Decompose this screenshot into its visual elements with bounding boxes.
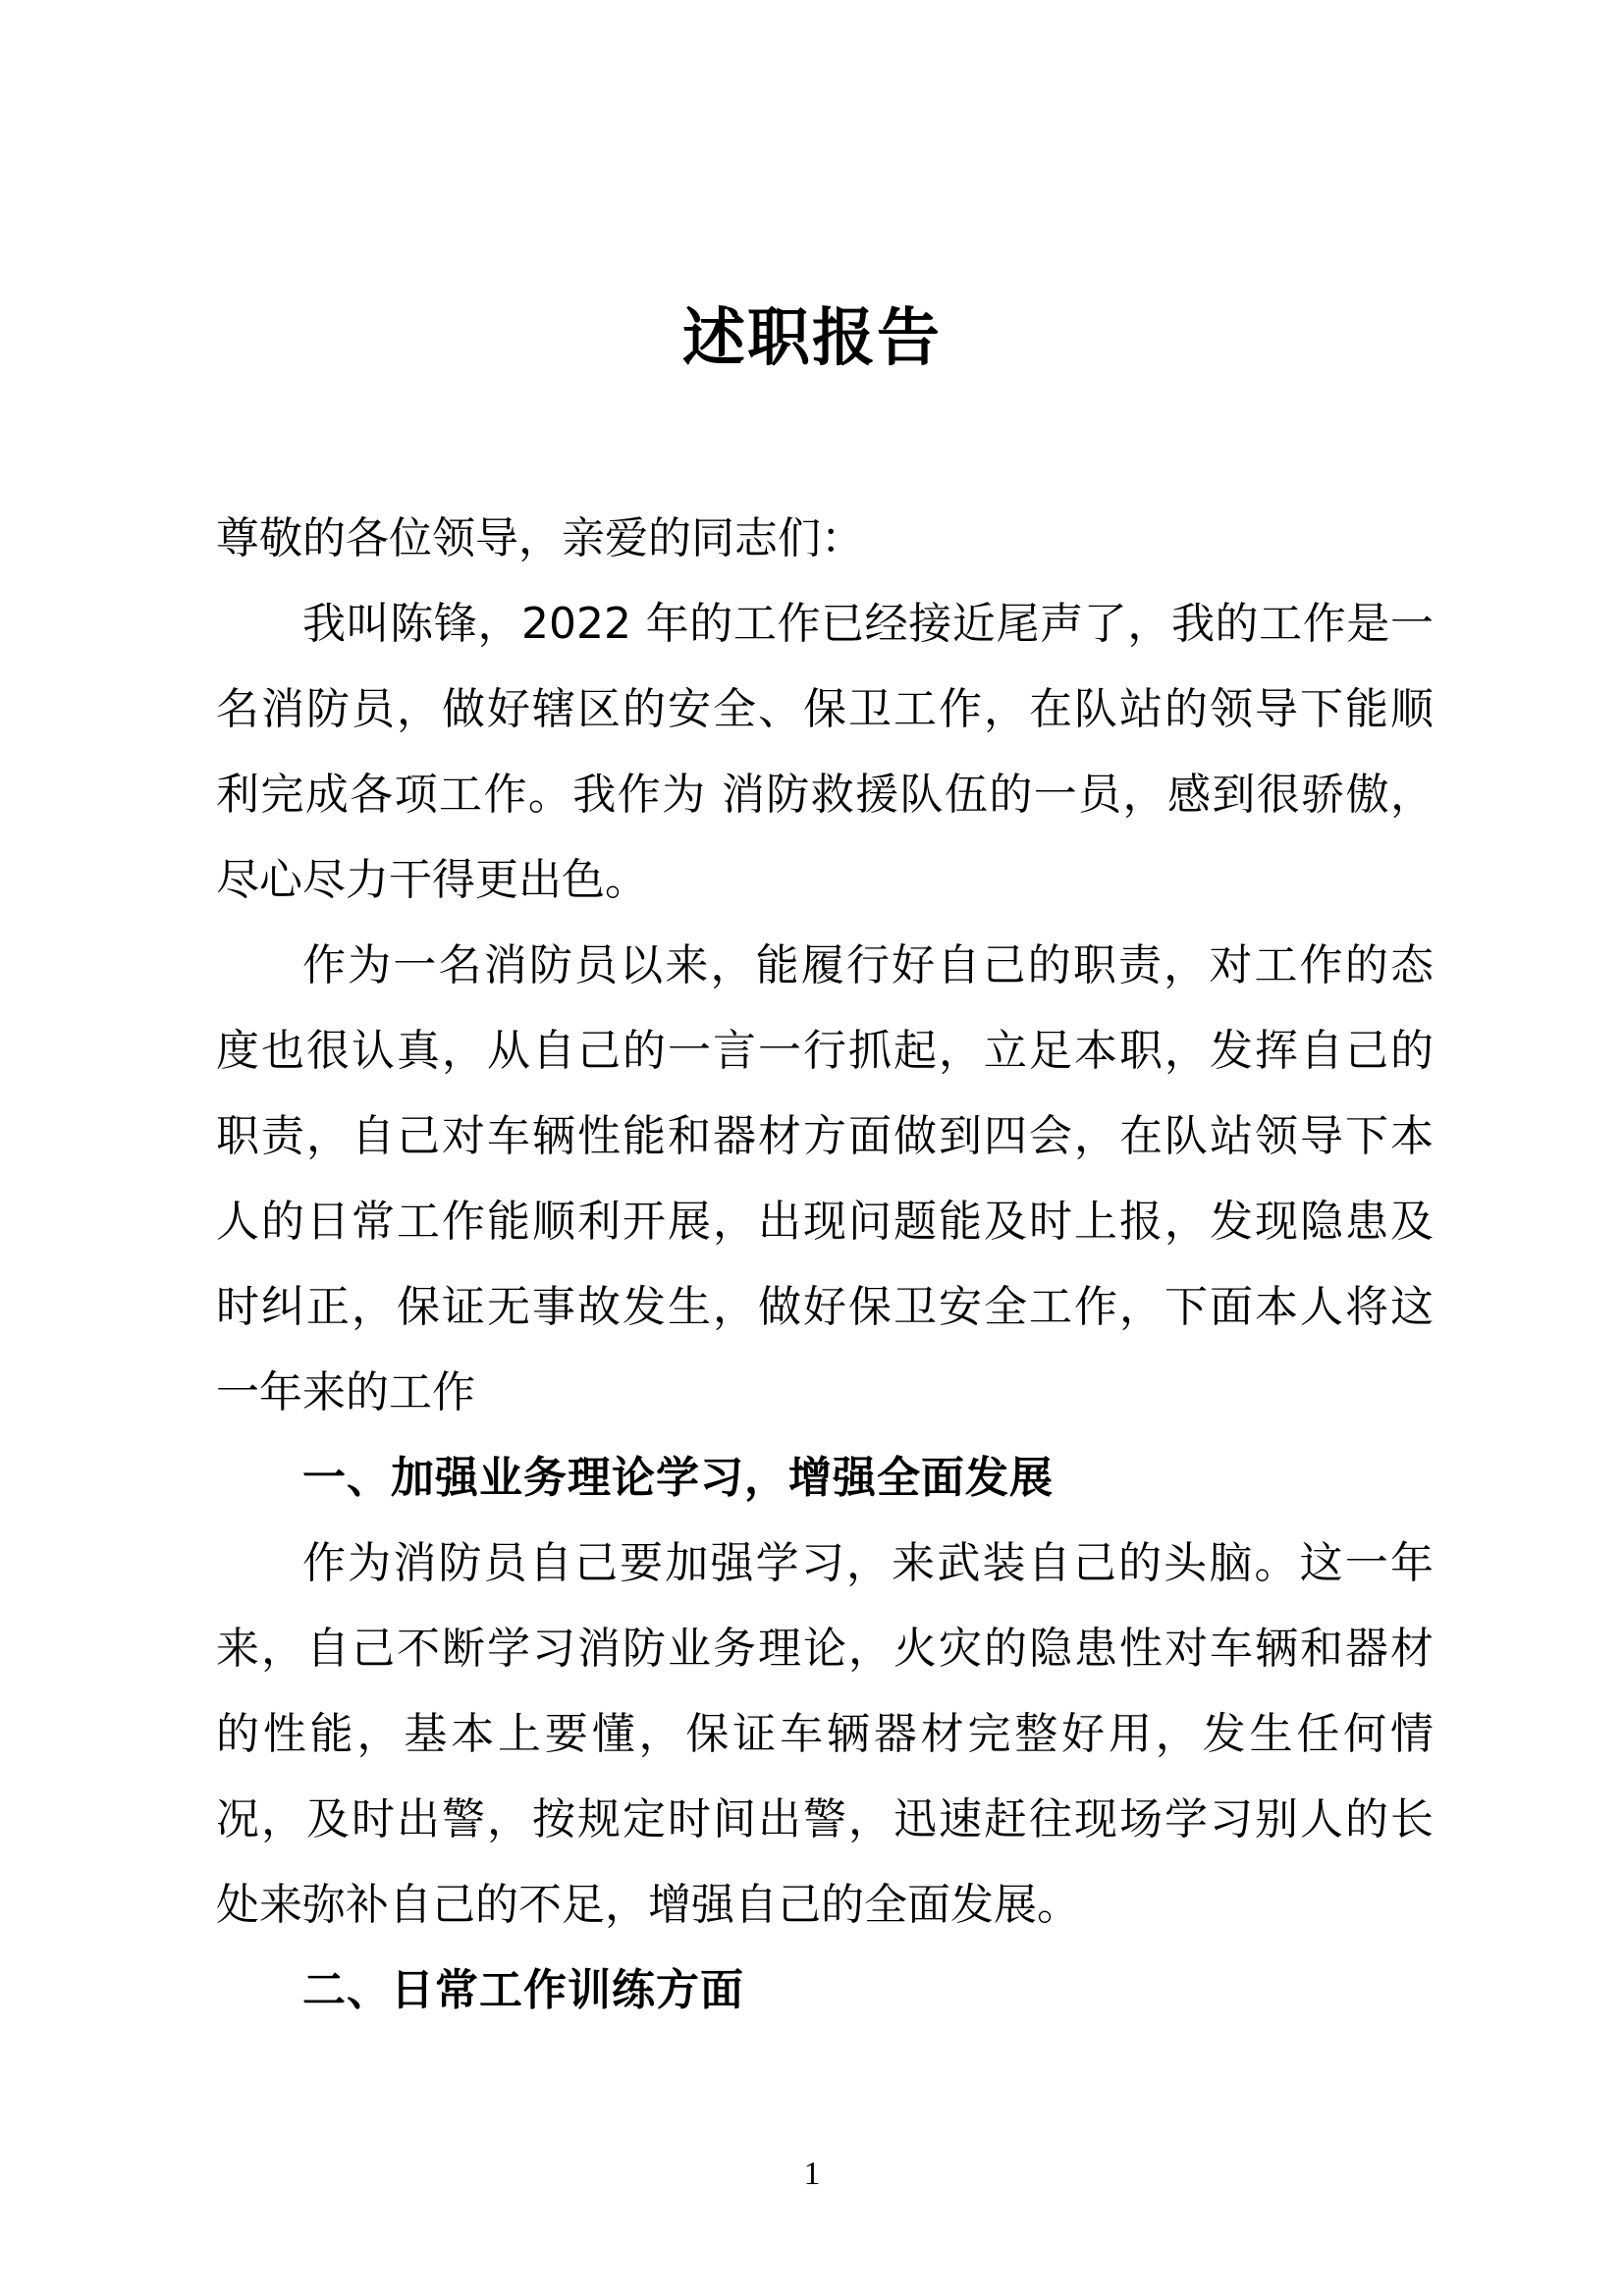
paragraph-1-line-4: 尽心尽力干得更出色。 (216, 855, 648, 905)
paragraph-3-line-1: 作为消防员自己要加强学习，来武装自己的头脑。这一年 (302, 1538, 1434, 1588)
paragraph-2-line-3: 职责，自己对车辆性能和器材方面做到四会，在队站领导下本 (216, 1111, 1434, 1161)
paragraph-1-line-2: 名消防员，做好辖区的安全、保卫工作，在队站的领导下能顺 (216, 684, 1434, 734)
document-title: 述职报告 (682, 301, 942, 375)
paragraph-2-line-4: 人的日常工作能顺利开展，出现问题能及时上报，发现隐患及 (216, 1197, 1434, 1247)
paragraph-1-line-1: 我叫陈锋，2022 年的工作已经接近尾声了，我的工作是一 (302, 599, 1434, 649)
paragraph-3-line-2: 来，自己不断学习消防业务理论，火灾的隐患性对车辆和器材 (216, 1624, 1434, 1674)
paragraph-1-line-3: 利完成各项工作。我作为 消防救援队伍的一员，感到很骄傲， (216, 770, 1434, 820)
paragraph-2-line-5: 时纠正，保证无事故发生，做好保卫安全工作，下面本人将这 (216, 1282, 1434, 1332)
paragraph-3-line-3: 的性能，基本上要懂，保证车辆器材完整好用，发生任何情 (216, 1709, 1434, 1759)
paragraph-2-line-6: 一年来的工作 (216, 1367, 475, 1417)
paragraph-3-line-5: 处来弥补自己的不足，增强自己的全面发展。 (216, 1880, 1080, 1930)
salutation: 尊敬的各位领导，亲爱的同志们： (216, 513, 864, 563)
section-heading-2: 二、日常工作训练方面 (302, 1965, 744, 2015)
page-number: 1 (803, 2156, 821, 2192)
paragraph-2-line-2: 度也很认真，从自己的一言一行抓起，立足本职，发挥自己的 (216, 1026, 1434, 1076)
paragraph-2-line-1: 作为一名消防员以来，能履行好自己的职责，对工作的态 (302, 940, 1434, 990)
section-heading-1: 一、加强业务理论学习，增强全面发展 (302, 1453, 1054, 1503)
paragraph-3-line-4: 况，及时出警，按规定时间出警，迅速赶往现场学习别人的长 (216, 1794, 1434, 1844)
